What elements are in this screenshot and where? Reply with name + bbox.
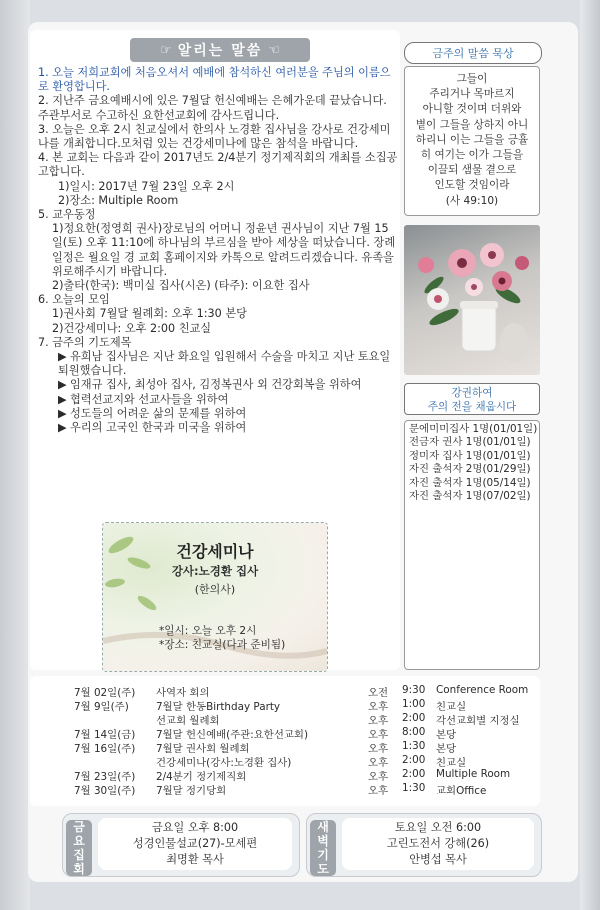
table-row: 7월 30일(주) 7월달 정기당회 오후 1:30 교회Office [74, 782, 487, 797]
notices-title: 알리는 말씀 [177, 43, 263, 59]
list-item: 정미자 집사 1명(01/01일) [409, 449, 531, 462]
notice-item: 4. 본 교회는 다음과 같이 2017년도 2/4분기 정기제직회의 개최를 소집공고합니다. [38, 151, 398, 179]
notice-subitem: 2)출타(한국): 백미실 집사(시온) (타주): 이요한 집사 [52, 279, 310, 293]
triangle-bullet-icon: ▶ [58, 350, 67, 364]
table-row: 7월 23일(주) 2/4분기 정기제직회 오후 2:00 Multiple Room [74, 768, 511, 783]
dawn-prayer-label: 새 벽 기 도 [310, 820, 336, 876]
notice-subitem: 2)장소: Multiple Room [58, 193, 179, 207]
friday-service-details: 금요일 오후 8:00 성경인물설교(27)-모세편 최명환 목사 [98, 818, 292, 870]
notice-welcome: 1. 오늘 저희교회에 처음오셔서 예배에 참석하신 여러분을 주님의 이름으로 환영합니다. [38, 66, 391, 94]
triangle-bullet-icon: ▶ [58, 378, 67, 392]
list-item: 자진 출석자 2명(01/29일) [409, 463, 531, 476]
verse-line: 하리니 이는 그들을 긍휼 [415, 133, 529, 146]
list-item: 자진 출석자 1명(05/14일) [409, 476, 531, 489]
table-row: 7월 9일(주) 7월달 한동Birthday Party 오후 1:00 친교실 [74, 698, 467, 713]
monthly-schedule [30, 676, 540, 806]
prayer-item: ▶ 임재규 집사, 최성아 집사, 김정복권사 외 건강회복을 위하여 [58, 378, 362, 392]
evangelism-list [404, 420, 540, 670]
prayer-item: ▶ 우리의 고국인 한국과 미국을 위하여 [58, 421, 247, 435]
prayer-item: ▶ 유희남 집사님은 지난 화요일 입원해서 수술을 마치고 지난 토요일 퇴원했습니다. [58, 350, 391, 378]
verse-line: 그들이 [456, 73, 488, 85]
prayer-item: ▶ 성도들의 어려운 삶의 문제를 위하여 [58, 406, 247, 420]
verse-heading: 금주의 말씀 묵상 [404, 42, 542, 64]
flower-vase-photo [404, 225, 540, 375]
triangle-bullet-icon: ▶ [58, 421, 67, 435]
offering-heading: 강권하여 주의 전을 채웁시다 [404, 383, 540, 415]
notice-item: 6. 오늘의 모임 [38, 293, 110, 307]
pointing-hand-right-icon: ☞ [160, 42, 172, 58]
verse-line: 인도할 것임이라 [434, 179, 510, 192]
notice-item: 7. 금주의 기도제목 [38, 335, 132, 349]
verse-line: 볕이 그들을 상하지 아니 [415, 118, 529, 131]
table-row: 선교회 월례회 오후 2:00 각선교회별 지정실 [156, 712, 520, 727]
seminar-title: 건강세미나 [176, 542, 254, 561]
notices-list [38, 66, 398, 435]
table-row: 7월 02일(주) 사역자 회의 오전 9:30 Conference Room [74, 684, 529, 699]
prayer-item: ▶ 협력선교지와 선교사들을 위하여 [58, 392, 229, 406]
notices-title-bar [130, 38, 310, 62]
background-left [0, 0, 30, 910]
notice-subitem: 1)권사회 7월달 월례회: 오후 1:30 본당 [52, 307, 247, 321]
table-row: 7월 14일(금) 7월달 헌신예배(주관:요한선교회) 오후 8:00 본당 [74, 726, 457, 741]
verse-line: 히 여기는 이가 그들을 [420, 149, 524, 162]
notice-subitem: 1)정요한(정영희 권사)장로님의 어머니 정윤년 권사님이 지난 7월 15일(토) 오후 11:10에 하나님의 부르심을 받아 세상을 떠났습니다. 장례일정은 월요일 경 교회 홈페이지와 카톡으로 알려드리겠습니다. 유족을 위로해주시기 바랍니다. [52, 222, 396, 278]
seminar-time: *일시: 오늘 오후 2시 [159, 625, 257, 637]
notice-item: 2. 지난주 금요예배시에 있은 7월달 헌신예배는 은혜가운데 끝났습니다. 주관부서로 수고하신 요한선교회에 감사드립니다. [38, 94, 387, 122]
list-item: 문에미미집사 1명(01/01일) [409, 423, 538, 435]
pointing-hand-left-icon: ☜ [268, 42, 280, 58]
notice-subitem: 1)일시: 2017년 7월 23일 오후 2시 [58, 179, 235, 193]
verse-line: 아니할 것이며 더위와 [422, 103, 522, 116]
verse-box [404, 66, 540, 216]
seminar-place: *장소: 친교실(다과 준비됨) [159, 639, 286, 651]
seminar-speaker: 강사:노경환 집사 [171, 564, 259, 578]
verse-line: 주리거나 목마르지 [429, 88, 515, 101]
notice-item: 3. 오늘은 오후 2시 친교실에서 한의사 노경환 집사님을 강사로 건강세미나를 개최합니다.모처럼 있는 건강세미나에 많은 참석을 바랍니다. [38, 122, 391, 151]
triangle-bullet-icon: ▶ [58, 392, 67, 406]
seminar-speaker-note: (한의사) [194, 583, 236, 596]
table-row: 7월 16일(주) 7월달 권사회 월례회 오후 1:30 본당 [74, 740, 457, 755]
dawn-prayer-details: 토요일 오전 6:00 고린도전서 강해(26) 안병섭 목사 [342, 818, 534, 870]
notice-item: 5. 교우동정 [38, 208, 96, 222]
list-item: 전금자 권사 1명(01/01일) [409, 436, 531, 449]
notice-subitem: 2)건강세미나: 오후 2:00 친교실 [52, 321, 212, 335]
verse-line: 이끌되 샘물 곁으로 [427, 164, 517, 177]
table-row: 건강세미나(강사:노경환 집사) 오후 2:00 친교실 [156, 754, 467, 769]
health-seminar-card [102, 522, 328, 672]
flower-vase-icon [404, 225, 540, 375]
triangle-bullet-icon: ▶ [58, 406, 67, 420]
background-right [580, 0, 600, 910]
friday-service-label: 금 요 집 회 [66, 820, 92, 876]
list-item: 자진 출석자 1명(07/02일) [409, 490, 531, 503]
verse-reference: (사 49:10) [445, 194, 499, 207]
